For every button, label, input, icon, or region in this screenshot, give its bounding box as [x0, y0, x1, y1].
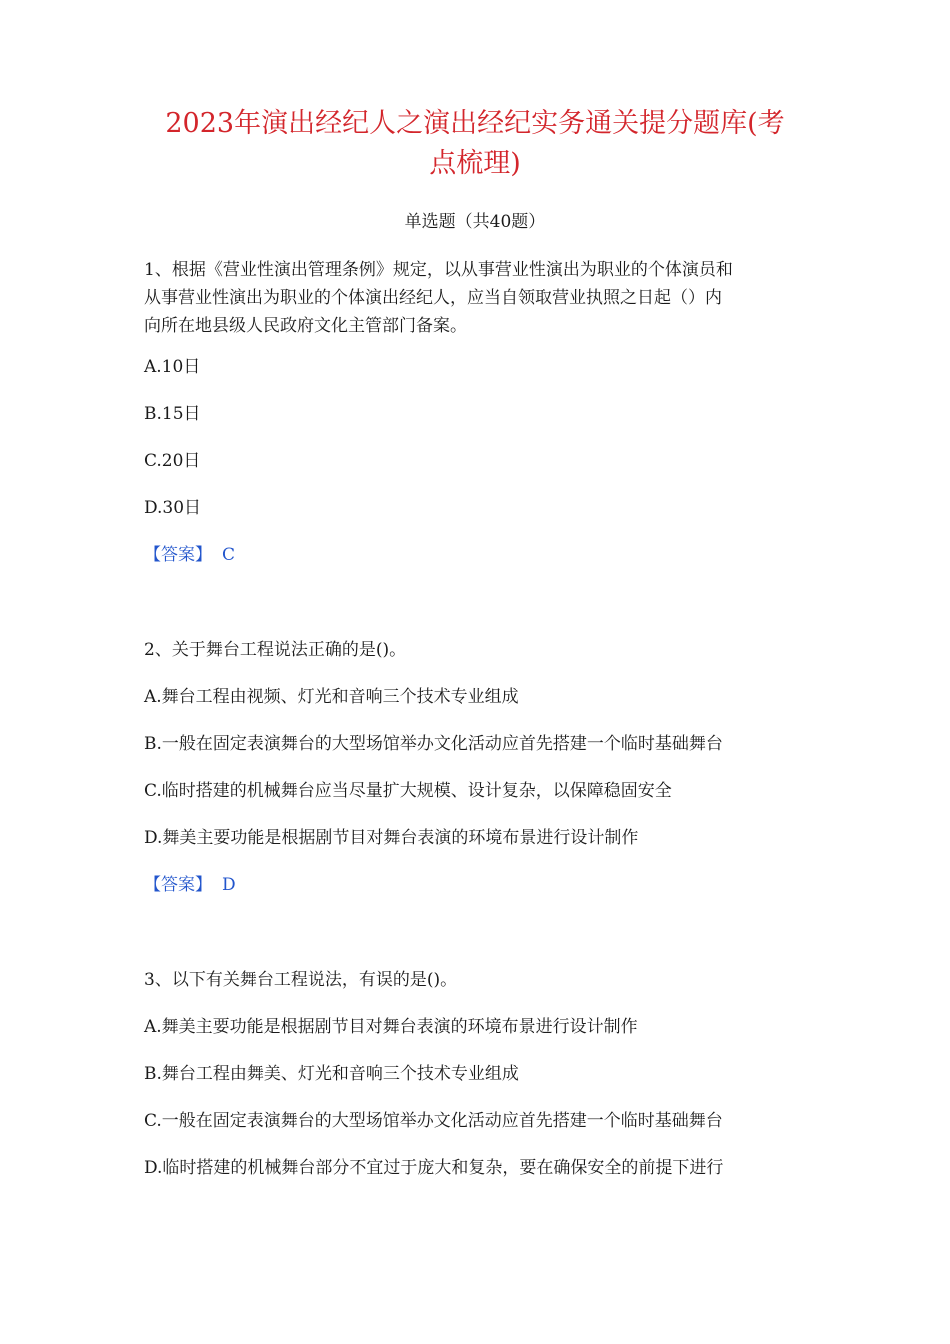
question-2-option-d: D.舞美主要功能是根据剧节目对舞台表演的环境布景进行设计制作 [144, 828, 639, 848]
question-2-option-c: C.临时搭建的机械舞台应当尽量扩大规模、设计复杂，以保障稳固安全 [144, 781, 672, 801]
question-2-stem: 2、关于舞台工程说法正确的是()。 [144, 640, 407, 660]
question-1-option-a: A.10日 [144, 357, 201, 377]
title-line-2: 点梳理) [429, 148, 521, 179]
title-line-1: 2023年演出经纪人之演出经纪实务通关提分题库(考 [165, 108, 785, 139]
section-heading: 单选题（共40题） [404, 212, 546, 232]
question-3-option-c: C.一般在固定表演舞台的大型场馆举办文化活动应首先搭建一个临时基础舞台 [144, 1111, 723, 1131]
question-2-answer [144, 873, 834, 897]
answer-value: C [222, 545, 236, 565]
question-3-option-a: A.舞美主要功能是根据剧节目对舞台表演的环境布景进行设计制作 [144, 1017, 638, 1037]
question-1-stem [144, 256, 824, 340]
document-title [130, 104, 820, 184]
question-3-option-b: B.舞台工程由舞美、灯光和音响三个技术专业组成 [144, 1064, 519, 1084]
question-1-option-b: B.15日 [144, 404, 201, 424]
question-1-option-d: D.30日 [144, 498, 202, 518]
question-1-stem-line: 向所在地县级人民政府文化主管部门备案。 [144, 316, 467, 336]
question-2-option-b: B.一般在固定表演舞台的大型场馆举办文化活动应首先搭建一个临时基础舞台 [144, 734, 723, 754]
question-3-option-d: D.临时搭建的机械舞台部分不宜过于庞大和复杂，要在确保安全的前提下进行 [144, 1158, 724, 1178]
question-1-answer [144, 543, 834, 567]
question-3-stem: 3、以下有关舞台工程说法，有误的是()。 [144, 970, 458, 990]
question-2-option-a: A.舞台工程由视频、灯光和音响三个技术专业组成 [144, 687, 519, 707]
question-1-stem-line: 从事营业性演出为职业的个体演出经纪人，应当自领取营业执照之日起（）内 [144, 288, 722, 308]
answer-label: 【答案】 [144, 875, 212, 895]
question-1-option-c: C.20日 [144, 451, 201, 471]
answer-value: D [222, 875, 236, 895]
answer-label: 【答案】 [144, 545, 212, 565]
question-1-stem-line: 1、根据《营业性演出管理条例》规定，以从事营业性演出为职业的个体演员和 [144, 260, 733, 280]
